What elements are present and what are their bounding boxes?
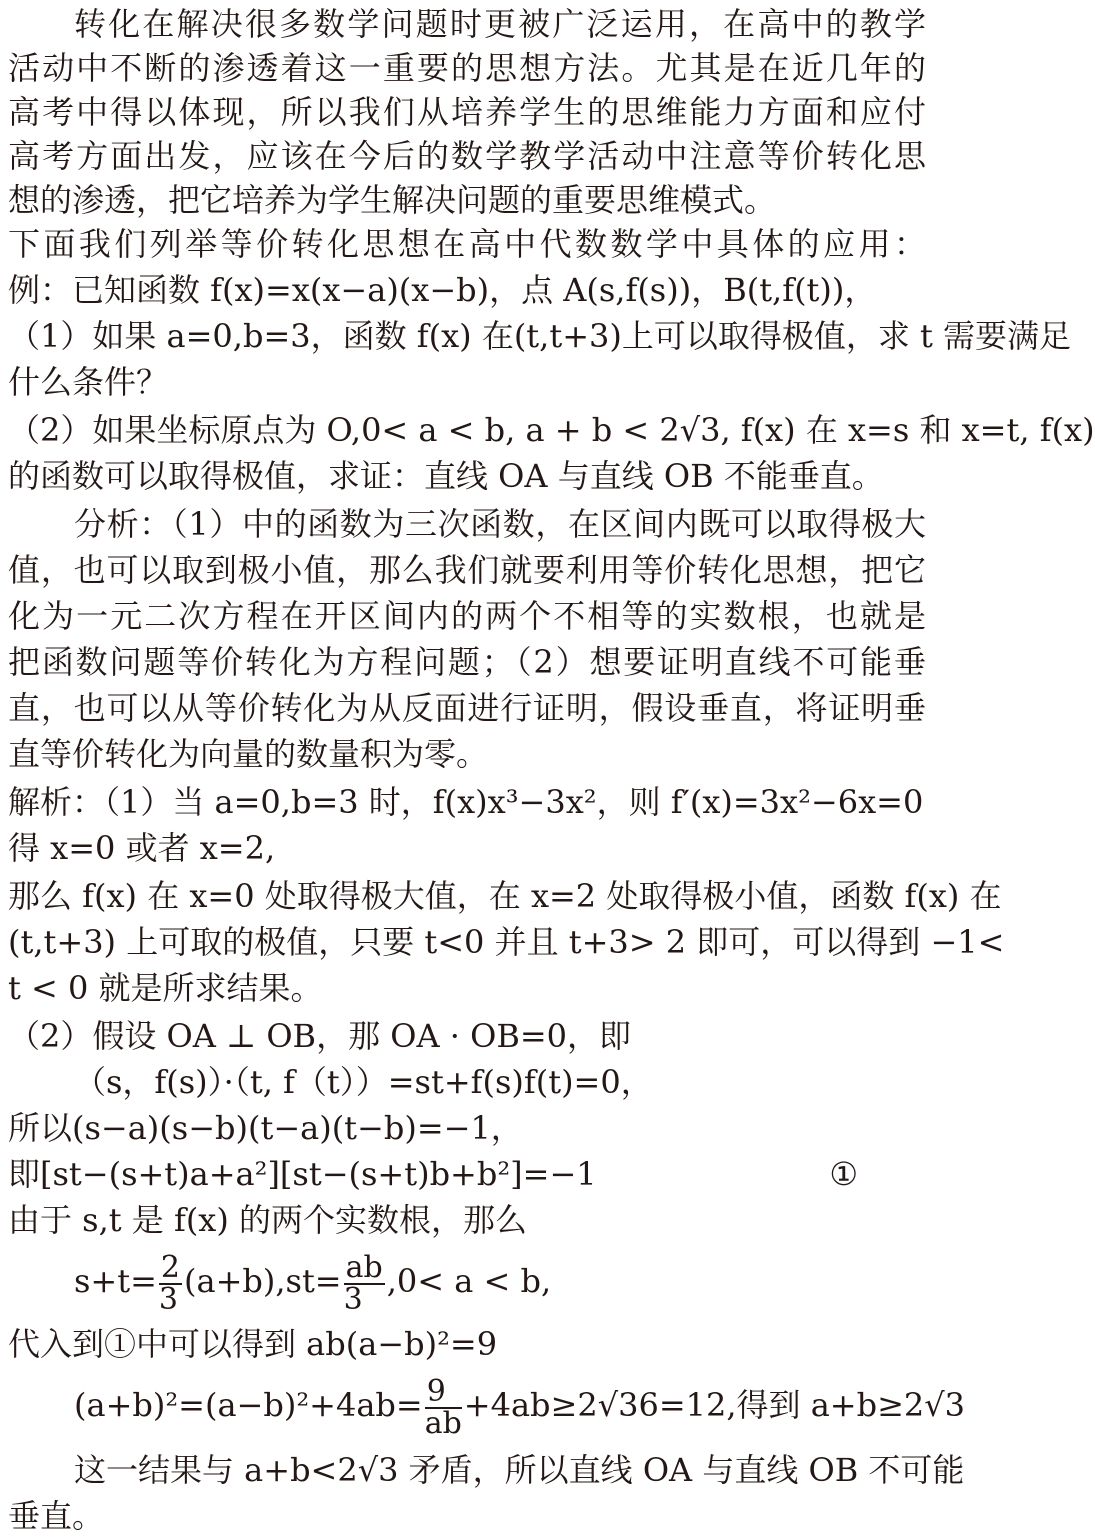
paragraph-line: 高考中得以体现，所以我们从培养学生的思维能力方面和应付 — [8, 93, 926, 131]
paragraph-line: 高考方面出发，应该在今后的数学教学活动中注意等价转化思 — [8, 137, 926, 175]
analysis-line: 把函数问题等价转化为方程问题；（2）想要证明直线不可能垂 — [8, 643, 926, 681]
analysis-line: 直，也可以从等价转化为从反面进行证明，假设垂直，将证明垂 — [8, 689, 926, 727]
fraction-two-thirds — [158, 1249, 182, 1317]
analysis-line: 分析：（1）中的函数为三次函数，在区间内既可以取得极大 — [74, 505, 926, 543]
eq2-part-a: (a+b)²=(a−b)²+4ab= — [74, 1386, 423, 1424]
solution-line: 得 x=0 或者 x=2, — [8, 829, 276, 867]
question-2-line: （2）如果坐标原点为 O,0< a < b, a + b < 2√3, f(x) 在 x=s 和 x=t, f(x) — [8, 411, 1095, 449]
fraction-equation-2 — [74, 1368, 965, 1442]
proof-line: 即[st−(s+t)a+a²][st−(s+t)b+b²]=−1 — [8, 1155, 597, 1193]
proof-line: 所以(s−a)(s−b)(t−a)(t−b)=−1， — [8, 1109, 523, 1147]
analysis-line: 直等价转化为向量的数量积为零。 — [8, 735, 489, 773]
fraction-equation-1 — [74, 1244, 926, 1318]
solution-line: t < 0 就是所求结果。 — [8, 969, 323, 1007]
proof-line: （2）假设 OA ⊥ OB，那 OA · OB=0，即 — [8, 1017, 632, 1055]
solution-line: (t,t+3) 上可取的极值，只要 t<0 并且 t+3> 2 即可，可以得到 −1< — [8, 923, 1005, 961]
paragraph-line: 转化在解决很多数学问题时更被广泛运用，在高中的教学 — [74, 5, 926, 43]
fraction-denominator: 3 — [343, 1281, 363, 1317]
fraction-9-over-ab — [424, 1373, 462, 1441]
paragraph-line: 活动中不断的渗透着这一重要的思想方法。尤其是在近几年的 — [8, 49, 926, 87]
question-1-line: 什么条件？ — [8, 363, 169, 401]
solution-line: 那么 f(x) 在 x=0 处取得极大值，在 x=2 处取得极小值，函数 f(x) 在 — [8, 877, 1002, 915]
fraction-denominator: ab — [424, 1405, 462, 1441]
fraction-numerator: 2 — [160, 1249, 180, 1285]
eq2-part-b: +4ab≥2√36=12,得到 a+b≥2√3 — [463, 1386, 965, 1424]
fraction-denominator: 3 — [158, 1281, 178, 1317]
analysis-line: 化为一元二次方程在开区间内的两个不相等的实数根，也就是 — [8, 597, 926, 635]
conclusion-line: 垂直。 — [8, 1497, 105, 1535]
fraction-numerator: 9 — [425, 1377, 462, 1409]
fraction-ab-over-3 — [343, 1249, 385, 1317]
proof-line: 代入到①中可以得到 ab(a−b)²=9 — [8, 1325, 498, 1363]
conclusion-line: 这一结果与 a+b<2√3 矛盾，所以直线 OA 与直线 OB 不可能 — [74, 1451, 965, 1489]
eq1-part-b: (a+b),st= — [184, 1262, 342, 1300]
question-1-line: （1）如果 a=0,b=3，函数 f(x) 在(t,t+3)上可以取得极值，求 t 需要满足 — [8, 317, 1072, 355]
equation-number-mark: ① — [829, 1155, 858, 1193]
example-line: 例：已知函数 f(x)=x(x−a)(x−b)，点 A(s,f(s))，B(t,f(t))， — [8, 271, 877, 309]
eq1-part-c: ,0< a < b, — [386, 1262, 552, 1300]
paragraph-line: 想的渗透，把它培养为学生解决问题的重要思维模式。 — [8, 181, 777, 219]
question-2-line: 的函数可以取得极值，求证：直线 OA 与直线 OB 不能垂直。 — [8, 457, 884, 495]
proof-line: 由于 s,t 是 f(x) 的两个实数根，那么 — [8, 1201, 528, 1239]
eq1-part-a: s+t= — [74, 1262, 157, 1300]
solution-line: 解析：（1）当 a=0,b=3 时，f(x)x³−3x²，则 f′(x)=3x²−6x=0 — [8, 783, 924, 821]
analysis-line: 值，也可以取到极小值，那么我们就要利用等价转化思想，把它 — [8, 551, 926, 589]
paragraph-line: 下面我们列举等价转化思想在高中代数数学中具体的应用： — [8, 225, 926, 263]
proof-equation: （s，f(s)）·（t, f（t））=st+f(s)f(t)=0， — [74, 1063, 653, 1101]
fraction-numerator: ab — [345, 1249, 383, 1285]
